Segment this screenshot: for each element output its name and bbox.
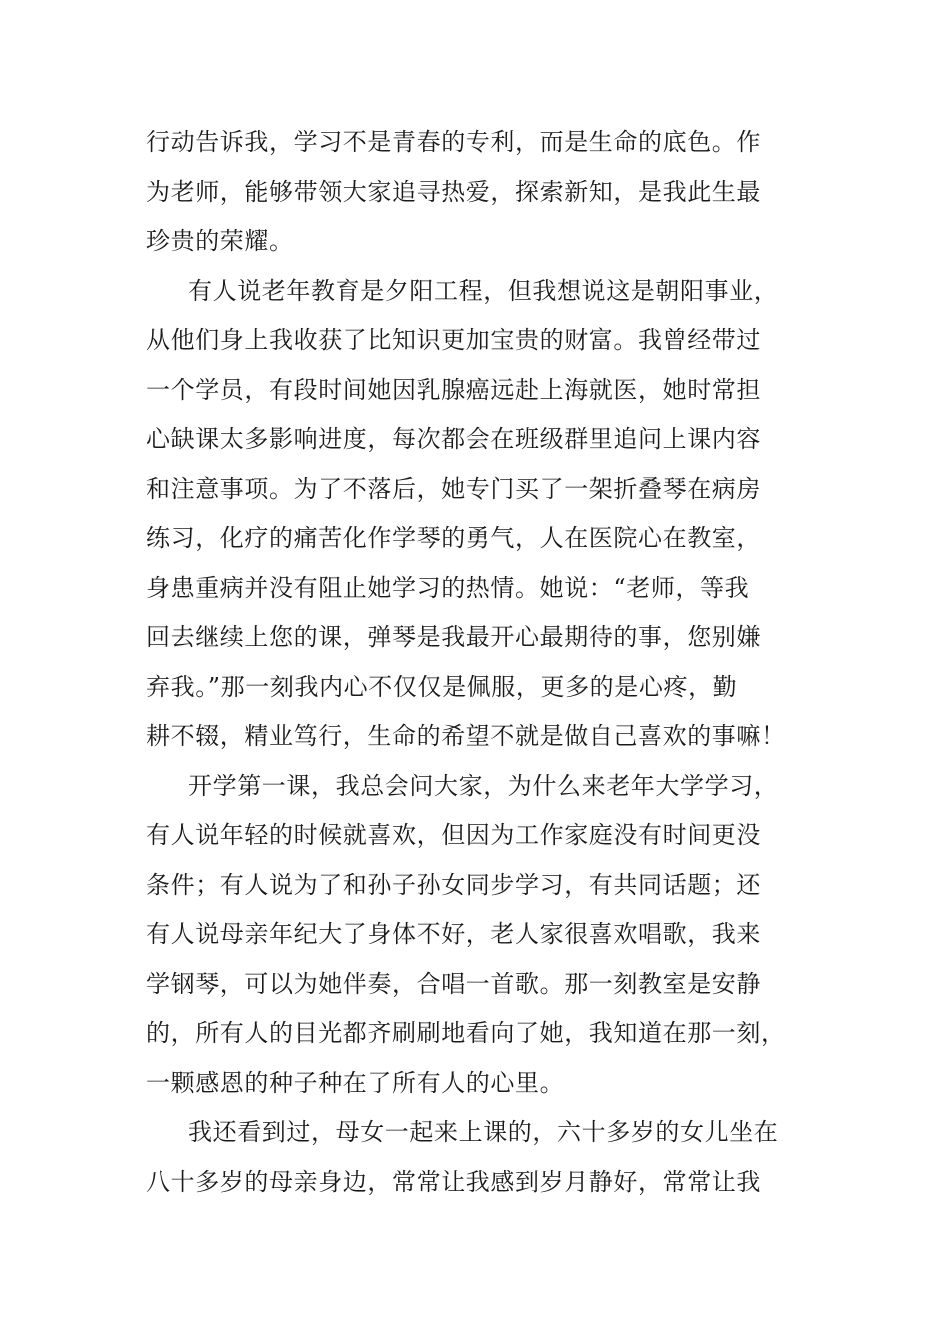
paragraph-first-line: 开学第一课，我总会问大家，为什么来老年大学学习，: [188, 771, 779, 800]
text-line: 回去继续上您的课，弹琴是我最开心最期待的事，您别嫌: [146, 623, 761, 651]
text-line: 条件；有人说为了和孙子孙女同步学习，有共同话题；还: [146, 870, 761, 899]
text-line: 珍贵的荣耀。: [146, 227, 294, 255]
text-line: 和注意事项。为了不落后，她专门买了一架折叠琴在病房: [146, 474, 761, 503]
text-line: 耕不辍，精业笃行，生命的希望不就是做自己喜欢的事嘛！: [146, 722, 786, 750]
text-line: 八十多岁的母亲身边，常常让我感到岁月静好，常常让我: [146, 1167, 761, 1196]
body-text: [146, 118, 806, 1207]
text-line: 有人说年轻的时候就喜欢，但因为工作家庭没有时间更没: [146, 821, 761, 849]
text-line: 心缺课太多影响进度，每次都会在班级群里追问上课内容: [146, 425, 761, 453]
text-line: 有人说母亲年纪大了身体不好，老人家很喜欢唱歌，我来: [146, 920, 761, 948]
paragraph-first-line: 我还看到过，母女一起来上课的，六十多岁的女儿坐在: [188, 1118, 779, 1146]
text-line: 为老师，能够带领大家追寻热爱，探索新知，是我此生最: [146, 177, 761, 206]
text-line: 弃我。”那一刻我内心不仅仅是佩服，更多的是心疼，勤: [146, 672, 738, 701]
text-line: 行动告诉我，学习不是青春的专利，而是生命的底色。作: [146, 128, 761, 156]
text-line: 学钢琴，可以为她伴奏，合唱一首歌。那一刻教室是安静: [146, 969, 761, 998]
text-line: 身患重病并没有阻止她学习的热情。她说：“老师，等我: [146, 573, 750, 602]
paragraph-first-line: 有人说老年教育是夕阳工程，但我想说这是朝阳事业，: [188, 276, 779, 305]
text-line: 练习，化疗的痛苦化作学琴的勇气，人在医院心在教室，: [146, 524, 761, 552]
text-line: 的，所有人的目光都齐刷刷地看向了她，我知道在那一刻，: [146, 1019, 786, 1047]
text-line: 一个学员，有段时间她因乳腺癌远赴上海就医，她时常担: [146, 375, 761, 404]
text-line: 从他们身上我收获了比知识更加宝贵的财富。我曾经带过: [146, 326, 761, 354]
text-line: 一颗感恩的种子种在了所有人的心里。: [146, 1068, 565, 1097]
